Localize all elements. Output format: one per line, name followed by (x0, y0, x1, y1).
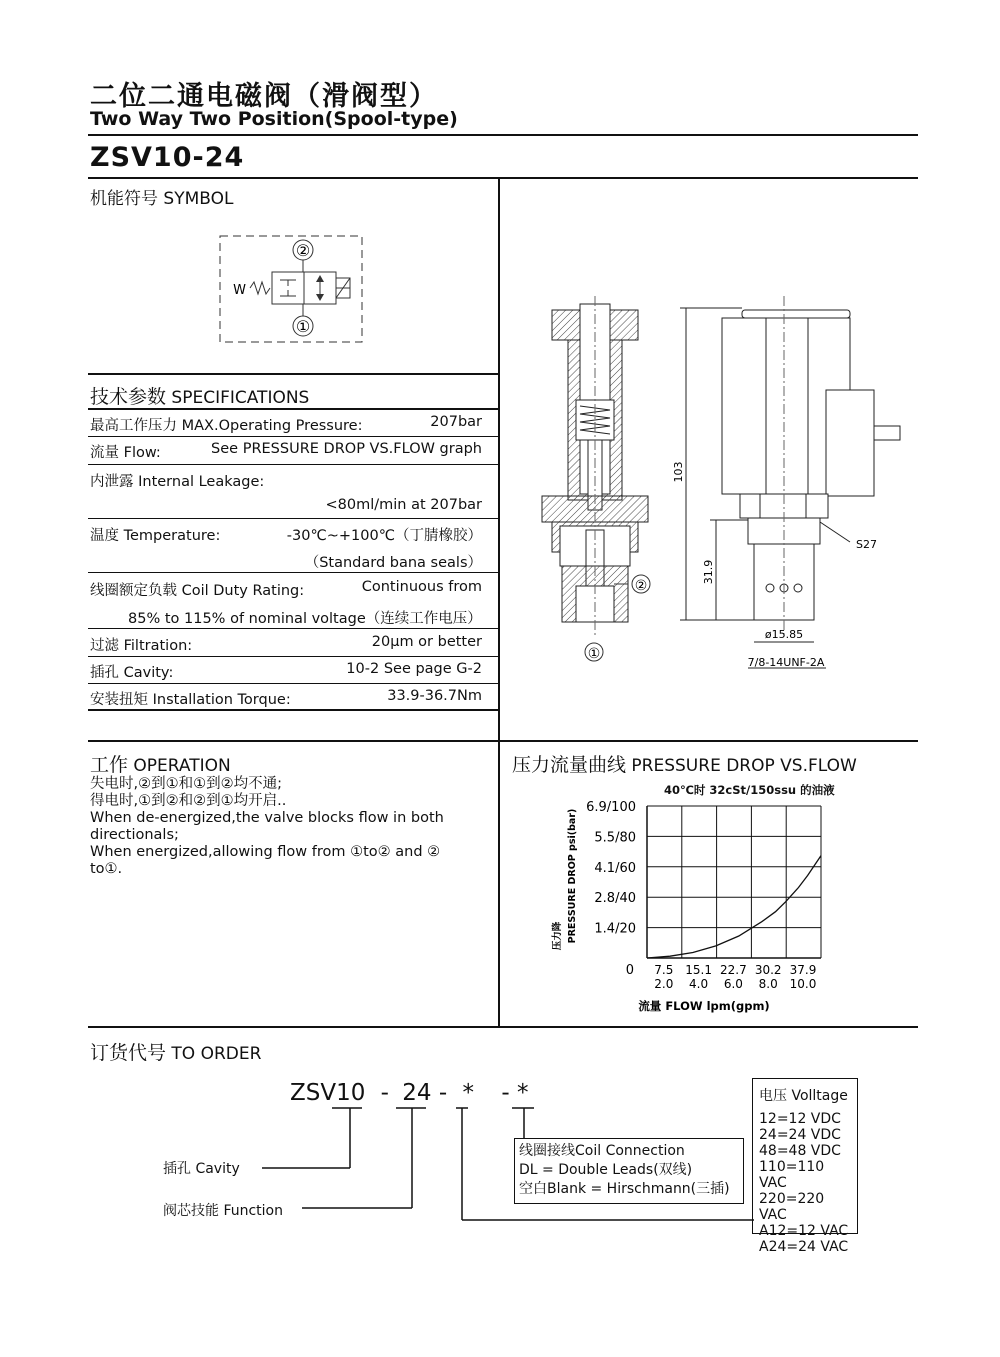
spec-heading-cn: 技术参数 (90, 386, 167, 408)
operation-divider (88, 740, 918, 742)
spec-row-coil-range (90, 603, 498, 629)
chart-x-tick-lpm: 7.5 (654, 963, 674, 977)
operation-line: When energized,allowing flow from ①to② and ② (90, 844, 441, 860)
spec-value: -30℃~+100℃（丁腈橡胶） (286, 528, 482, 544)
spec-top-divider (88, 373, 499, 375)
spec-value: （Standard bana seals） (304, 555, 482, 571)
model-number: ZSV10-24 (90, 142, 245, 173)
order-cavity-label: 插孔 Cavity (163, 1161, 240, 1177)
operation-line: 得电时,①到②和②到①均开启.. (90, 793, 287, 809)
spec-label: 插孔 Cavity: (90, 665, 174, 681)
order-code-sep: - (380, 1080, 389, 1106)
chart-x-tick-lpm: 22.7 (720, 963, 747, 977)
chart-x-tick-gpm: 8.0 (758, 977, 778, 991)
dim-height: 103 (672, 461, 685, 483)
drawing-port-2: ② (634, 578, 648, 594)
spec-label: 最高工作压力 MAX.Operating Pressure: (90, 418, 363, 434)
spec-label: 内泄露 Internal Leakage: (90, 474, 265, 490)
spring-label: W (233, 283, 246, 298)
spec-row-torque (90, 684, 498, 710)
chart-xlabel-cn: 流量 (638, 999, 662, 1013)
operation-heading (90, 750, 231, 777)
spec-row-leakage-value (90, 493, 498, 519)
drawing-port-1: ① (587, 646, 601, 662)
spec-bottom-divider (88, 709, 499, 711)
spec-value: <80ml/min at 207bar (325, 497, 482, 513)
chart-x-tick-gpm: 6.0 (723, 977, 743, 991)
voltage-option: 220=220 VAC (759, 1191, 825, 1223)
order-code-voltage: * (516, 1080, 529, 1106)
voltage-option: A24=24 VAC (759, 1239, 849, 1255)
spec-row-pressure (90, 410, 498, 436)
chart-y-tick-label: 5.5/80 (594, 830, 636, 846)
spec-divider (88, 518, 499, 519)
chart-y-tick-label: 1.4/20 (594, 921, 636, 937)
symbol-heading: 机能符号 SYMBOL (90, 189, 234, 209)
chart-ticks (586, 800, 816, 991)
order-heading-cn: 订货代号 (90, 1042, 167, 1064)
spec-label: 温度 Temperature: (90, 528, 221, 544)
spec-row-filtration (90, 630, 498, 656)
pressure-flow-chart (530, 796, 860, 1026)
hydraulic-symbol (210, 228, 370, 348)
chart-xlabel (638, 999, 769, 1013)
chart-ylabel: PRESSURE DROP psi(bar) (567, 808, 578, 944)
spec-value: 207bar (430, 414, 482, 430)
hex-size: S27 (856, 538, 877, 551)
chart-ylabel-cn: 压力降 (552, 921, 563, 951)
operation-line: to①. (90, 861, 123, 877)
valve-cross-section-drawing (530, 296, 877, 676)
operation-line: directionals; (90, 827, 179, 843)
order-heading (90, 1038, 261, 1065)
spec-row-cavity (90, 657, 498, 683)
voltage-option: 24=24 VDC (759, 1127, 841, 1143)
order-heading-en: TO ORDER (171, 1044, 262, 1064)
spec-value: 85% to 115% of nominal voltage（连续工作电压） (128, 611, 482, 627)
page-title-en: Two Way Two Position(Spool-type) (90, 108, 458, 130)
voltage-box (752, 1078, 858, 1255)
symbol-port-2: ② (295, 241, 311, 260)
coil-title: 线圈接线Coil Connection (519, 1143, 685, 1159)
dim-lower: 31.9 (702, 559, 715, 585)
chart-x-tick-gpm: 4.0 (689, 977, 709, 991)
coil-connection-box (514, 1138, 744, 1204)
spec-label: 流量 Flow: (90, 445, 161, 461)
spec-divider (88, 572, 499, 573)
spec-row-leakage (90, 466, 498, 492)
spec-value: Continuous from (361, 579, 482, 595)
voltage-option: 12=12 VDC (759, 1111, 841, 1127)
chart-y-tick-label: 6.9/100 (586, 800, 636, 815)
spec-heading-en: SPECIFICATIONS (171, 388, 310, 408)
spec-row-flow (90, 437, 498, 463)
chart-x-tick-gpm: 10.0 (789, 977, 817, 991)
operation-text (90, 776, 490, 878)
chart-heading-en: PRESSURE DROP VS.FLOW (631, 756, 857, 776)
operation-heading-en: OPERATION (133, 756, 231, 776)
dim-thread: 7/8-14UNF-2A (747, 656, 825, 669)
chart-x-tick-gpm: 2.0 (654, 977, 674, 991)
spec-label: 线圈额定负载 Coil Duty Rating: (90, 583, 305, 599)
operation-heading-cn: 工作 (90, 754, 129, 776)
chart-y-tick-label: 0 (625, 963, 634, 978)
chart-x-tick-lpm: 37.9 (789, 963, 817, 977)
spec-label: 安装扭矩 Installation Torque: (90, 692, 291, 708)
spec-row-coil (90, 575, 498, 601)
model-divider (88, 177, 918, 179)
spec-divider (88, 464, 499, 465)
spec-divider (88, 628, 499, 629)
center-divider (498, 178, 500, 1028)
spec-value: 33.9-36.7Nm (387, 688, 482, 704)
voltage-option: A12=12 VAC (759, 1223, 849, 1239)
chart-series-line (647, 856, 821, 958)
header-divider (88, 134, 918, 136)
chart-xlabel-en: FLOW lpm(gpm) (665, 999, 770, 1013)
order-function-label: 阀芯技能 Function (163, 1203, 283, 1219)
chart-y-tick-label: 4.1/60 (594, 860, 636, 876)
symbol-port-1: ① (295, 317, 311, 336)
chart-x-tick-lpm: 15.1 (685, 963, 712, 977)
operation-line: 失电时,②到①和①到②均不通; (90, 776, 282, 792)
voltage-option: 110=110 VAC (759, 1159, 825, 1191)
chart-y-tick-label: 2.8/40 (594, 891, 636, 907)
spec-value: 20μm or better (371, 634, 482, 650)
chart-x-tick-lpm: 30.2 (754, 963, 782, 977)
spec-value: 10-2 See page G-2 (346, 661, 482, 677)
chart-heading-cn: 压力流量曲线 (512, 754, 627, 776)
dim-diameter: ø15.85 (764, 628, 804, 641)
spec-heading (90, 382, 309, 409)
order-code-sep: - (438, 1080, 448, 1106)
chart-heading (512, 750, 857, 777)
order-code (290, 1080, 528, 1106)
coil-option-dl: DL = Double Leads(双线) (519, 1162, 693, 1178)
chart-grid (647, 806, 821, 958)
order-code-series: ZSV10 (290, 1080, 366, 1106)
spec-row-temperature (90, 520, 498, 546)
operation-line: When de-energized,the valve blocks flow in both (90, 810, 444, 826)
order-code-sep: - (501, 1080, 510, 1106)
voltage-title: 电压 Volltage (759, 1088, 848, 1104)
chart-title: 40℃时 32cSt/150ssu 的油液 (664, 783, 835, 797)
voltage-option: 48=48 VDC (759, 1143, 841, 1159)
page-title-cn: 二位二通电磁阀（滑阀型） (90, 81, 438, 112)
spec-row-seals (90, 547, 498, 573)
coil-option-blank: 空白Blank = Hirschmann(三插) (519, 1181, 730, 1197)
order-divider (88, 1026, 918, 1028)
order-code-coil: * (462, 1080, 475, 1106)
spec-value: See PRESSURE DROP VS.FLOW graph (211, 441, 482, 457)
spec-label: 过滤 Filtration: (90, 638, 193, 654)
order-code-function: 24 (402, 1080, 432, 1106)
